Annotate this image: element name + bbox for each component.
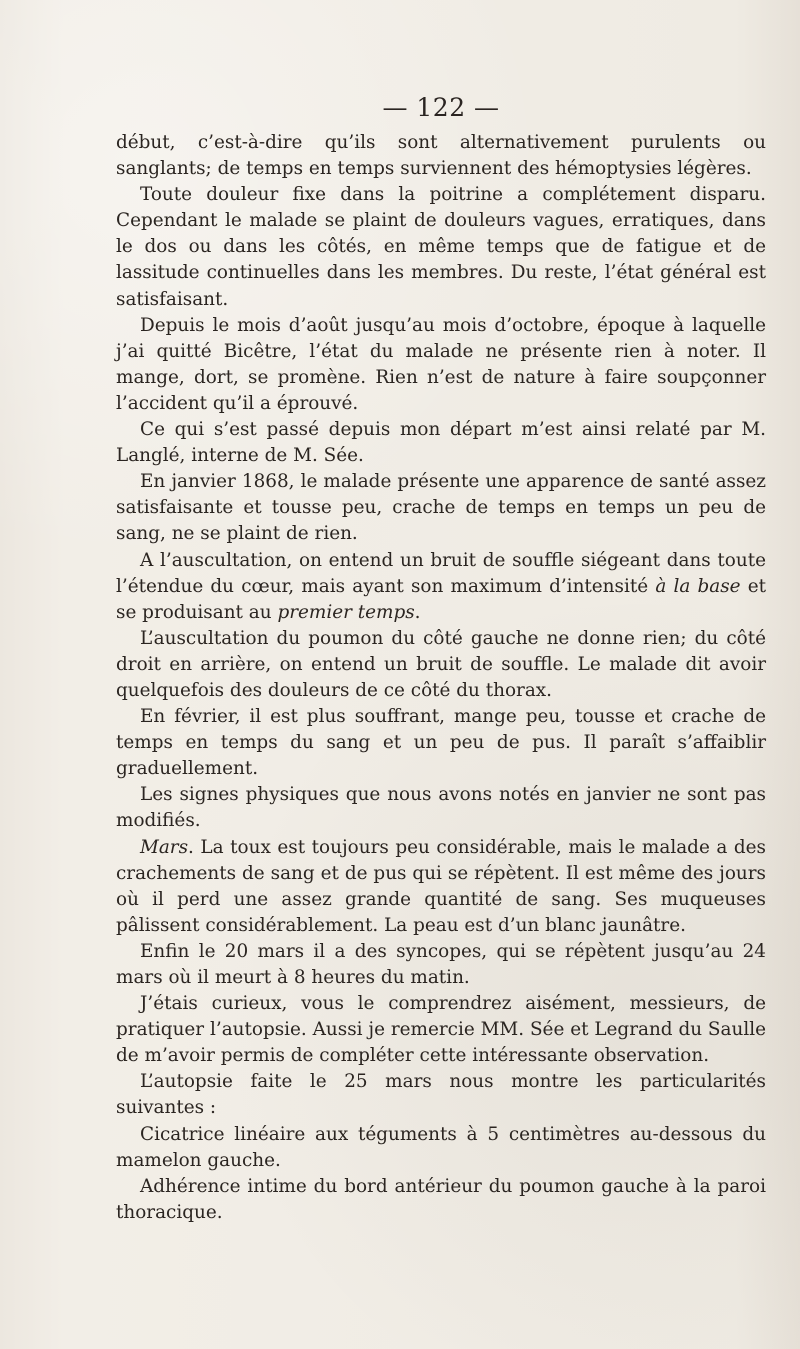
paragraph-6-emphasis-2: premier temps — [277, 601, 415, 623]
paragraph-6-part-3: . — [414, 601, 421, 623]
document-body — [116, 130, 766, 1226]
paragraph-4: Ce qui s’est passé depuis mon départ m’est ainsi relaté par M. Langlé, interne de M. Sée. — [116, 419, 766, 467]
paragraph-6 — [116, 548, 766, 626]
paragraph-1: début, c’est-à-dire qu’ils sont alternativement purulents ou sanglants; de temps en temps surviennent des hémoptysies légères. — [116, 132, 766, 180]
paragraph-13: L’autopsie faite le 25 mars nous montre les particularités suivantes : — [116, 1071, 766, 1119]
paragraph-12: J’étais curieux, vous le comprendrez aisément, messieurs, de pratiquer l’autopsie. Aussi je remercie MM. Sée et Legrand du Saulle de m’avoir permis de compléter cette intéressante observation. — [116, 993, 766, 1067]
paragraph-3: Depuis le mois d’août jusqu’au mois d’octobre, époque à laquelle j’ai quitté Bicêtre, l’état du malade ne présente rien à noter. Il mange, dort, se promène. Rien n’est de nature à faire soupçonner l’accident qu’il a éprouvé. — [116, 314, 766, 414]
paragraph-14: Cicatrice linéaire aux téguments à 5 centimètres au-dessous du mamelon gauche. — [116, 1123, 766, 1171]
paragraph-6-emphasis-1: à la base — [655, 575, 741, 597]
paragraph-10 — [116, 835, 766, 939]
paragraph-15: Adhérence intime du bord antérieur du poumon gauche à la paroi thoracique. — [116, 1175, 766, 1223]
paragraph-10-rest: . La toux est toujours peu considérable, mais le malade a des crachements de sang et de pus qui se répètent. Il est même des jours où il perd une assez grande quantité de sang. Ses muqueuses pâlissent considérablement. La peau est d’un blanc jaunâtre. — [116, 836, 766, 936]
paragraph-6-part-2: et se produisant au — [116, 575, 767, 623]
paragraph-5: En janvier 1868, le malade présente une apparence de santé assez satisfaisante et tousse peu, crache de temps en temps un peu de sang, ne se plaint de rien. — [116, 471, 766, 545]
paragraph-11: Enfin le 20 mars il a des syncopes, qui se répètent jusqu’au 24 mars où il meurt à 8 heures du matin. — [116, 940, 766, 988]
paragraph-2: Toute douleur fixe dans la poitrine a complétement disparu. Cependant le malade se plaint de douleurs vagues, erratiques, dans le dos ou dans les côtés, en même temps que de fatigue et de lassitude continuelles dans les membres. Du reste, l’état général est satisfaisant. — [116, 184, 766, 310]
paragraph-9: Les signes physiques que nous avons notés en janvier ne sont pas modifiés. — [116, 784, 766, 832]
paragraph-7: L’auscultation du poumon du côté gauche ne donne rien; du côté droit en arrière, on entend un bruit de souffle. Le malade dit avoir quelquefois des douleurs de ce côté du thorax. — [116, 627, 766, 701]
paragraph-6-part-1: A l’auscultation, on entend un bruit de souffle siégeant dans toute l’étendue du cœur, mais ayant son maximum d’intensité — [116, 549, 766, 597]
paragraph-8: En février, il est plus souffrant, mange peu, tousse et crache de temps en temps du sang et un peu de pus. Il paraît s’affaiblir graduellement. — [116, 706, 766, 780]
paragraph-10-lead: Mars — [140, 836, 189, 858]
page-number: — 122 — — [382, 93, 500, 122]
